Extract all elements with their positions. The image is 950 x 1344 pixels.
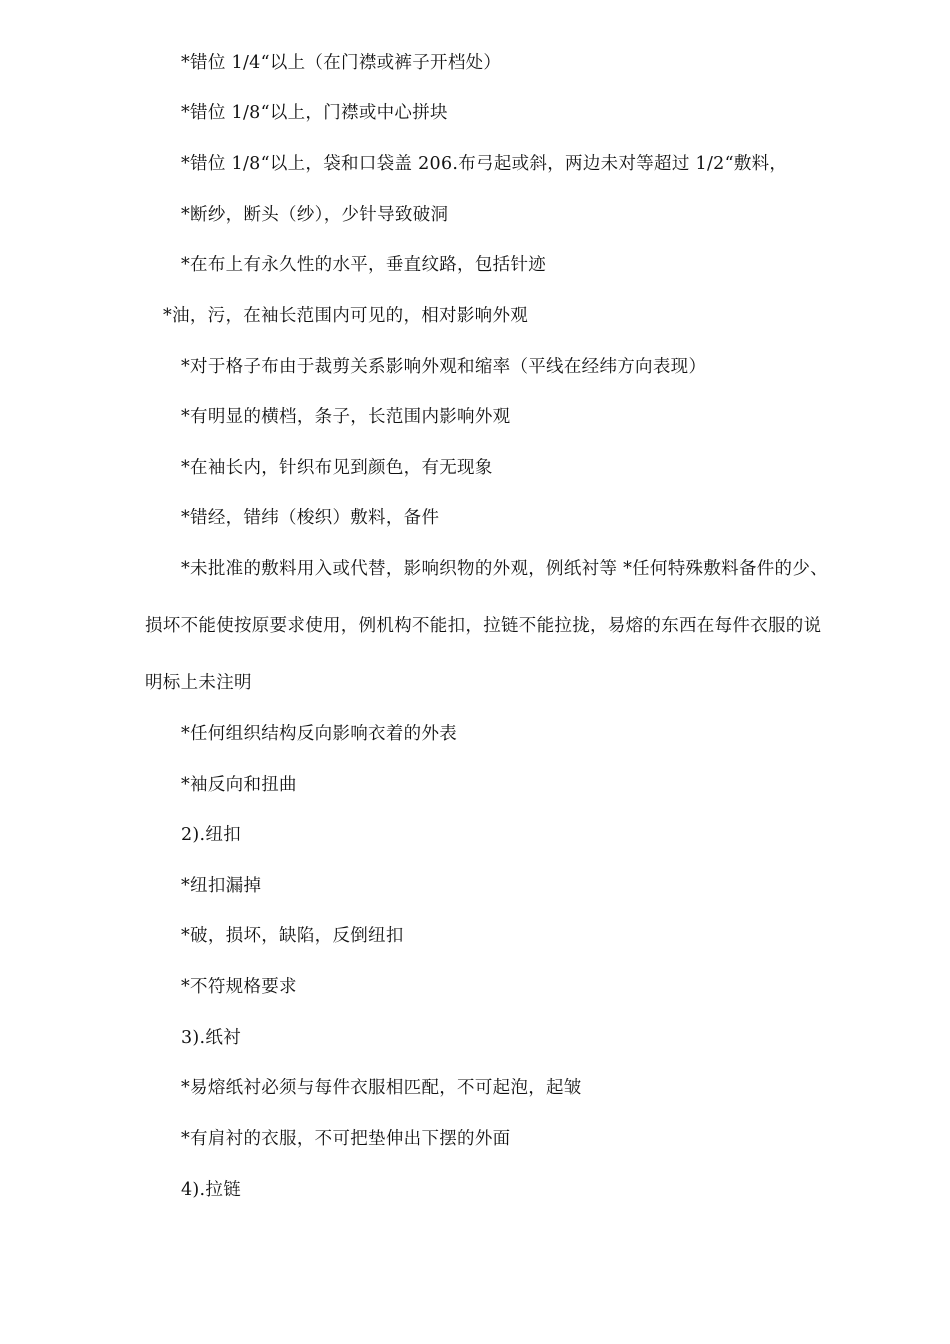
text-line: *对于格子布由于裁剪关系影响外观和缩率（平线在经纬方向表现） xyxy=(181,357,707,377)
section-heading: 3).纸衬 xyxy=(181,1028,242,1048)
text-line: *在布上有永久性的水平，垂直纹路，包括针迹 xyxy=(181,255,547,275)
text-line: *任何组织结构反向影响衣着的外表 xyxy=(181,724,458,744)
text-line: *破，损坏，缺陷，反倒纽扣 xyxy=(181,926,404,946)
section-heading: 2).纽扣 xyxy=(181,825,242,845)
text-line: *易熔纸衬必须与每件衣服相匹配，不可起泡，起皱 xyxy=(181,1078,582,1098)
text-line: *断纱，断头（纱），少针导致破洞 xyxy=(181,205,449,225)
text-line: *有明显的横档，条子，长范围内影响外观 xyxy=(181,407,511,427)
text-line: *错位 1/8“以上，袋和口袋盖 206.布弓起或斜，两边未对等超过 1/2“敷料， xyxy=(181,154,788,174)
text-line: *有肩衬的衣服，不可把垫伸出下摆的外面 xyxy=(181,1129,511,1149)
text-line: *袖反向和扭曲 xyxy=(181,775,297,795)
text-line: *错位 1/4“以上（在门襟或裤子开档处） xyxy=(181,53,502,73)
section-heading: 4).拉链 xyxy=(181,1180,242,1200)
text-line: 明标上未注明 xyxy=(145,673,252,693)
text-line: *错经，错纬（梭织）敷料，备件 xyxy=(181,508,440,528)
text-line: *纽扣漏掉 xyxy=(181,876,262,896)
text-line: 损坏不能使按原要求使用，例机构不能扣，拉链不能拉拢，易熔的东西在每件衣服的说 xyxy=(145,616,822,636)
text-line: *未批准的敷料用入或代替，影响织物的外观，例纸衬等 *任何特殊敷料备件的少、 xyxy=(181,559,828,579)
text-line: *错位 1/8“以上，门襟或中心拼块 xyxy=(181,103,448,123)
text-line: *油，污，在袖长范围内可见的，相对影响外观 xyxy=(163,306,529,326)
text-line: *在袖长内，针织布见到颜色，有无现象 xyxy=(181,458,493,478)
text-line: *不符规格要求 xyxy=(181,977,297,997)
